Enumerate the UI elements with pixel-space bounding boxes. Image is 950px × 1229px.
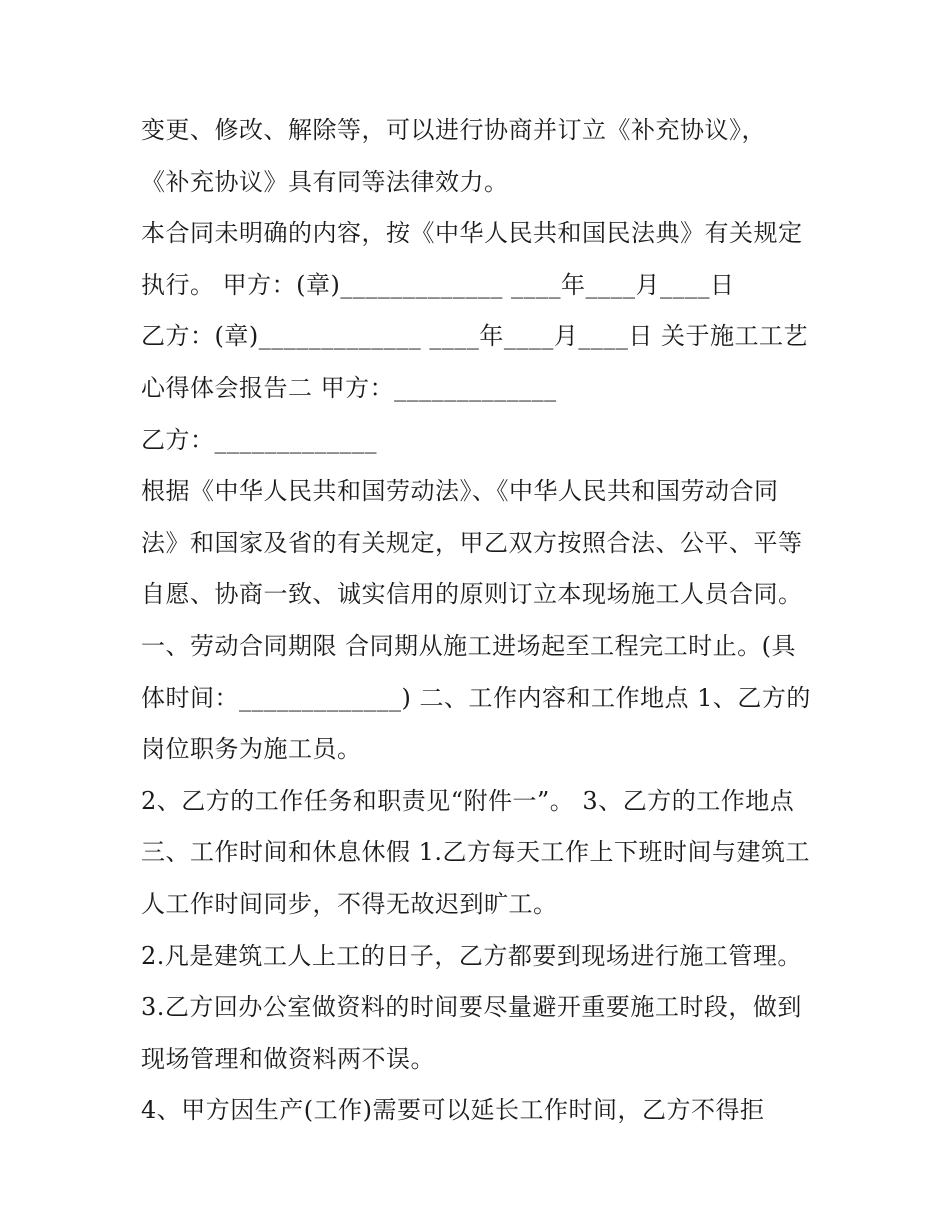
text-line: 《补充协议》具有同等法律效力。: [141, 167, 509, 196]
contract-text-body: [141, 105, 831, 1137]
text-line: 本合同未明确的内容，按《中华人民共和国民法典》有关规定: [141, 219, 803, 248]
text-line: 岗位职务为施工员。: [141, 735, 362, 764]
text-line: 2、乙方的工作任务和职责见“附件一”。 3、乙方的工作地点: [141, 786, 795, 815]
text-line: 心得体会报告二 甲方：_____________: [141, 373, 557, 402]
text-line: 三、工作时间和休息休假 1.乙方每天工作上下班时间与建筑工: [141, 838, 811, 867]
text-line: 体时间：_____________) 二、工作内容和工作地点 1、乙方的: [141, 683, 811, 712]
text-line: 2.凡是建筑工人上工的日子，乙方都要到现场进行施工管理。: [141, 941, 802, 970]
text-line: 乙方：_____________: [141, 425, 377, 454]
text-line: 法》和国家及省的有关规定，甲乙双方按照合法、公平、平等: [141, 528, 803, 557]
text-line: 3.乙方回办公室做资料的时间要尽量避开重要施工时段，做到: [141, 993, 802, 1022]
text-line: 人工作时间同步，不得无故迟到旷工。: [141, 889, 558, 918]
text-line: 自愿、协商一致、诚实信用的原则订立本现场施工人员合同。: [141, 580, 803, 609]
text-line: 一、劳动合同期限 合同期从施工进场起至工程完工时止。(具: [141, 631, 796, 660]
text-line: 根据《中华人民共和国劳动法》、《中华人民共和国劳动合同: [141, 477, 779, 506]
text-line: 现场管理和做资料两不误。: [141, 1044, 435, 1073]
text-line: 乙方：(章)_____________ ____年____月____日 关于施工工艺: [141, 322, 808, 351]
text-line: 执行。 甲方：(章)_____________ ____年____月____日: [141, 270, 735, 299]
text-line: 变更、修改、解除等，可以进行协商并订立《补充协议》，: [141, 116, 766, 144]
text-line: 4、甲方因生产(工作)需要可以延长工作时间，乙方不得拒: [141, 1096, 765, 1125]
